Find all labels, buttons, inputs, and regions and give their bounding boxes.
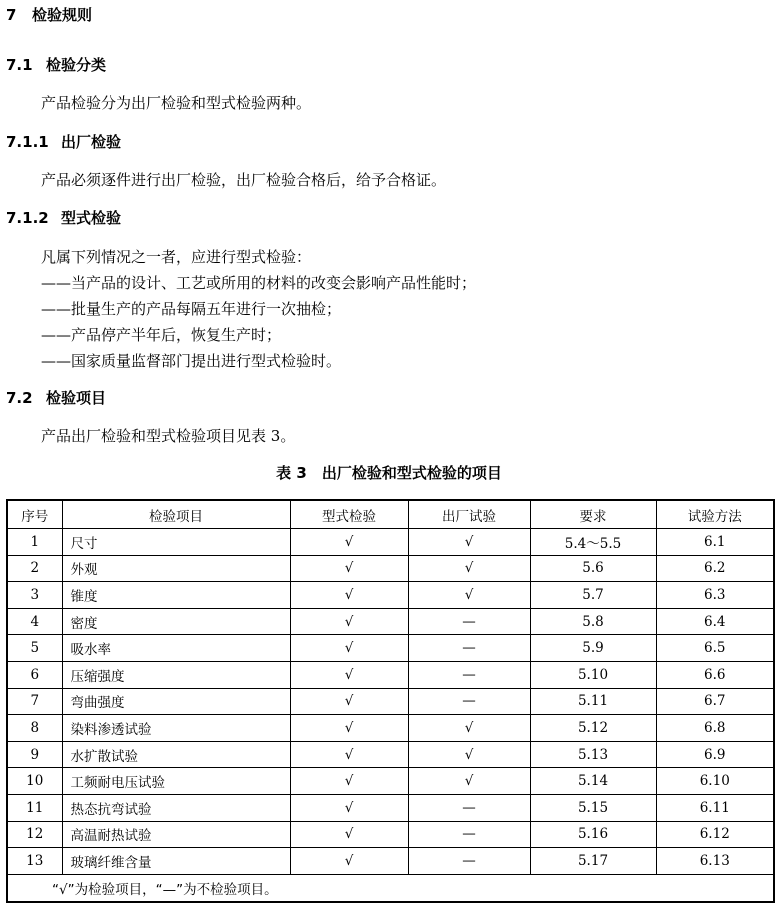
cell-seq: 3 bbox=[7, 582, 62, 609]
heading-number: 7 bbox=[6, 6, 17, 24]
cell-test-method: 6.7 bbox=[656, 688, 774, 715]
cell-seq: 9 bbox=[7, 741, 62, 768]
cell-test-method: 6.2 bbox=[656, 555, 774, 582]
cell-item: 高温耐热试验 bbox=[62, 821, 290, 848]
cell-requirement: 5.8 bbox=[530, 608, 656, 635]
cell-requirement: 5.16 bbox=[530, 821, 656, 848]
cell-item: 水扩散试验 bbox=[62, 741, 290, 768]
cell-seq: 5 bbox=[7, 635, 62, 662]
cell-item: 染料渗透试验 bbox=[62, 715, 290, 742]
cell-seq: 1 bbox=[7, 529, 62, 556]
cell-item: 弯曲强度 bbox=[62, 688, 290, 715]
table-caption: 表 3 出厂检验和型式检验的项目 bbox=[276, 464, 502, 482]
cell-requirement: 5.11 bbox=[530, 688, 656, 715]
cell-seq: 13 bbox=[7, 848, 62, 875]
table-row bbox=[7, 741, 774, 768]
cell-item: 尺寸 bbox=[62, 529, 290, 556]
cell-item: 玻璃纤维含量 bbox=[62, 848, 290, 875]
cell-factory-test: — bbox=[408, 821, 530, 848]
paragraph-7-2: 产品出厂检验和型式检验项目见表 3。 bbox=[41, 427, 296, 445]
cell-item: 工频耐电压试验 bbox=[62, 768, 290, 795]
heading-number: 7.1.2 bbox=[6, 209, 49, 227]
cell-test-method: 6.6 bbox=[656, 661, 774, 688]
paragraph-7-1-1: 产品必须逐件进行出厂检验，出厂检验合格后，给予合格证。 bbox=[41, 171, 447, 189]
cell-factory-test: √ bbox=[408, 582, 530, 609]
table-row bbox=[7, 661, 774, 688]
cell-requirement: 5.10 bbox=[530, 661, 656, 688]
heading-number: 7.2 bbox=[6, 389, 33, 407]
cell-type-test: √ bbox=[290, 529, 408, 556]
header-type-test: 型式检验 bbox=[290, 500, 408, 529]
heading-number: 7.1.1 bbox=[6, 133, 49, 151]
cell-seq: 11 bbox=[7, 794, 62, 821]
header-test-method: 试验方法 bbox=[656, 500, 774, 529]
table-row bbox=[7, 848, 774, 875]
cell-type-test: √ bbox=[290, 848, 408, 875]
cell-test-method: 6.4 bbox=[656, 608, 774, 635]
cell-type-test: √ bbox=[290, 608, 408, 635]
list-item: ——批量生产的产品每隔五年进行一次抽检； bbox=[41, 300, 342, 318]
cell-requirement: 5.4～5.5 bbox=[530, 529, 656, 556]
paragraph-7-1: 产品检验分为出厂检验和型式检验两种。 bbox=[41, 94, 312, 112]
heading-title: 检验分类 bbox=[46, 56, 107, 74]
cell-factory-test: √ bbox=[408, 715, 530, 742]
table-row bbox=[7, 529, 774, 556]
cell-item: 热态抗弯试验 bbox=[62, 794, 290, 821]
list-item: ——国家质量监督部门提出进行型式检验时。 bbox=[41, 352, 342, 370]
table-row bbox=[7, 688, 774, 715]
cell-factory-test: √ bbox=[408, 555, 530, 582]
inspection-items-table bbox=[6, 499, 775, 903]
header-seq: 序号 bbox=[7, 500, 62, 529]
table-row bbox=[7, 821, 774, 848]
cell-factory-test: √ bbox=[408, 741, 530, 768]
cell-requirement: 5.14 bbox=[530, 768, 656, 795]
header-item: 检验项目 bbox=[62, 500, 290, 529]
heading-7-1-2 bbox=[6, 208, 121, 228]
cell-test-method: 6.10 bbox=[656, 768, 774, 795]
cell-test-method: 6.1 bbox=[656, 529, 774, 556]
cell-type-test: √ bbox=[290, 821, 408, 848]
cell-seq: 4 bbox=[7, 608, 62, 635]
table-row bbox=[7, 635, 774, 662]
cell-test-method: 6.8 bbox=[656, 715, 774, 742]
cell-type-test: √ bbox=[290, 715, 408, 742]
cell-test-method: 6.9 bbox=[656, 741, 774, 768]
cell-requirement: 5.12 bbox=[530, 715, 656, 742]
cell-factory-test: — bbox=[408, 848, 530, 875]
table-header-row bbox=[7, 500, 774, 529]
table-row bbox=[7, 608, 774, 635]
heading-7-2 bbox=[6, 388, 106, 408]
cell-requirement: 5.15 bbox=[530, 794, 656, 821]
header-factory-test: 出厂试验 bbox=[408, 500, 530, 529]
cell-type-test: √ bbox=[290, 555, 408, 582]
cell-test-method: 6.5 bbox=[656, 635, 774, 662]
heading-7-1 bbox=[6, 55, 106, 75]
cell-seq: 2 bbox=[7, 555, 62, 582]
cell-test-method: 6.13 bbox=[656, 848, 774, 875]
heading-number: 7.1 bbox=[6, 56, 33, 74]
cell-seq: 10 bbox=[7, 768, 62, 795]
cell-factory-test: — bbox=[408, 794, 530, 821]
cell-test-method: 6.11 bbox=[656, 794, 774, 821]
cell-item: 密度 bbox=[62, 608, 290, 635]
table-row bbox=[7, 582, 774, 609]
cell-item: 外观 bbox=[62, 555, 290, 582]
cell-type-test: √ bbox=[290, 794, 408, 821]
heading-title: 检验规则 bbox=[32, 6, 93, 24]
heading-title: 出厂检验 bbox=[61, 133, 122, 151]
cell-type-test: √ bbox=[290, 741, 408, 768]
cell-test-method: 6.3 bbox=[656, 582, 774, 609]
cell-factory-test: — bbox=[408, 608, 530, 635]
cell-item: 吸水率 bbox=[62, 635, 290, 662]
list-item: ——当产品的设计、工艺或所用的材料的改变会影响产品性能时； bbox=[41, 274, 477, 292]
table-note: “√”为检验项目，“—”为不检验项目。 bbox=[7, 874, 774, 902]
cell-requirement: 5.6 bbox=[530, 555, 656, 582]
header-requirement: 要求 bbox=[530, 500, 656, 529]
cell-seq: 6 bbox=[7, 661, 62, 688]
list-item: ——产品停产半年后，恢复生产时； bbox=[41, 326, 282, 344]
heading-title: 型式检验 bbox=[61, 209, 122, 227]
cell-type-test: √ bbox=[290, 688, 408, 715]
heading-7 bbox=[6, 5, 92, 25]
cell-type-test: √ bbox=[290, 635, 408, 662]
cell-factory-test: √ bbox=[408, 768, 530, 795]
cell-seq: 7 bbox=[7, 688, 62, 715]
table-note-row bbox=[7, 874, 774, 902]
cell-requirement: 5.9 bbox=[530, 635, 656, 662]
cell-factory-test: — bbox=[408, 661, 530, 688]
cell-factory-test: — bbox=[408, 688, 530, 715]
heading-title: 检验项目 bbox=[46, 389, 107, 407]
cell-requirement: 5.13 bbox=[530, 741, 656, 768]
cell-type-test: √ bbox=[290, 661, 408, 688]
table-row bbox=[7, 715, 774, 742]
cell-type-test: √ bbox=[290, 768, 408, 795]
cell-factory-test: — bbox=[408, 635, 530, 662]
cell-seq: 8 bbox=[7, 715, 62, 742]
paragraph-7-1-2-intro: 凡属下列情况之一者，应进行型式检验： bbox=[41, 248, 312, 266]
table-row bbox=[7, 555, 774, 582]
table-row bbox=[7, 794, 774, 821]
table-body bbox=[7, 529, 774, 902]
cell-item: 压缩强度 bbox=[62, 661, 290, 688]
cell-test-method: 6.12 bbox=[656, 821, 774, 848]
cell-factory-test: √ bbox=[408, 529, 530, 556]
cell-requirement: 5.17 bbox=[530, 848, 656, 875]
heading-7-1-1 bbox=[6, 132, 121, 152]
cell-item: 锥度 bbox=[62, 582, 290, 609]
cell-requirement: 5.7 bbox=[530, 582, 656, 609]
table-row bbox=[7, 768, 774, 795]
cell-type-test: √ bbox=[290, 582, 408, 609]
cell-seq: 12 bbox=[7, 821, 62, 848]
